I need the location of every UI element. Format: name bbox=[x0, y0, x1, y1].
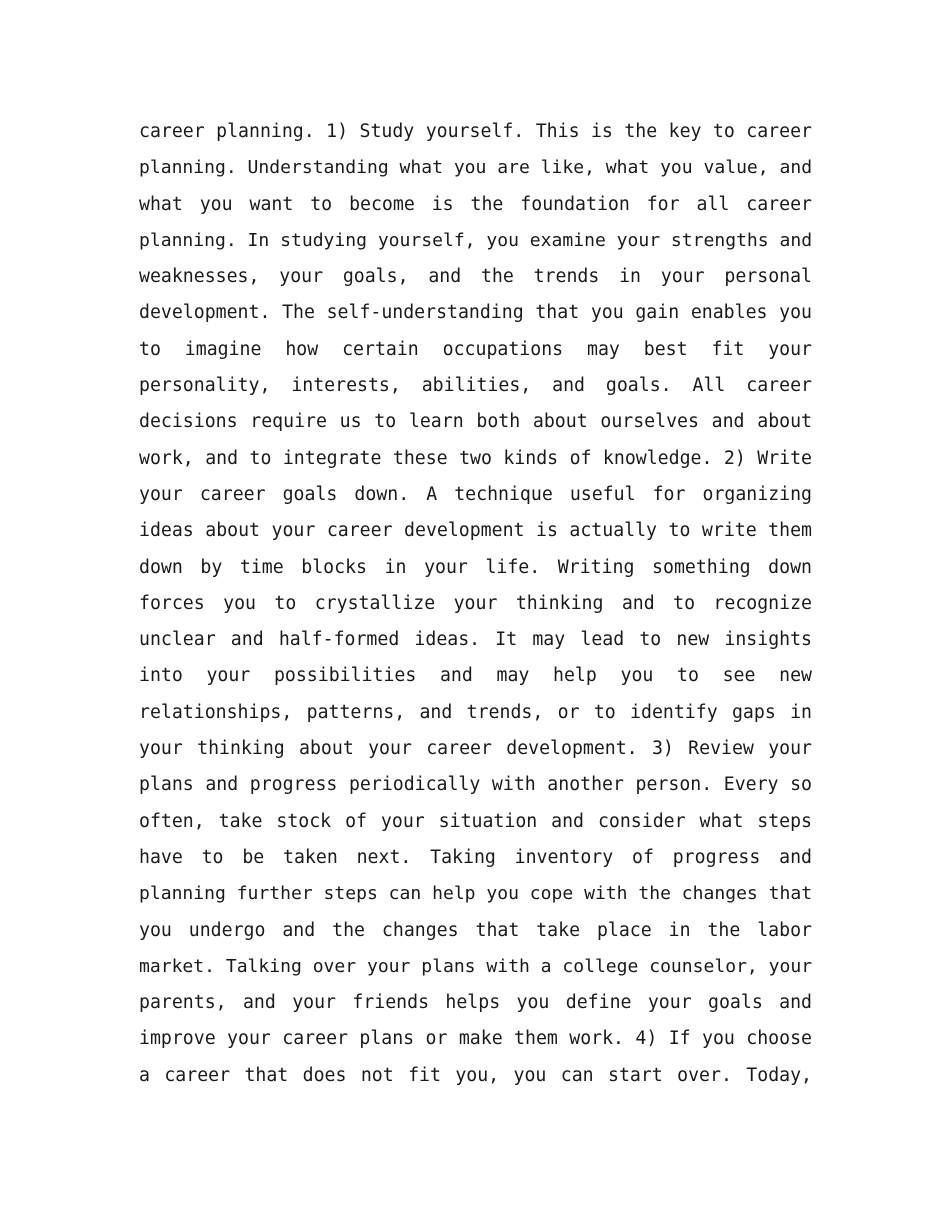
text-line: into your possibilities and may help you to see new bbox=[139, 665, 812, 687]
text-line: improve your career plans or make them work. 4) If you choose bbox=[139, 1028, 812, 1050]
body-text bbox=[139, 114, 812, 1094]
text-line: parents, and your friends helps you define your goals and bbox=[139, 992, 812, 1014]
text-line: planning. In studying yourself, you examine your strengths and bbox=[139, 229, 813, 251]
text-line: relationships, patterns, and trends, or to identify gaps in bbox=[139, 701, 812, 723]
text-line: development. The self-understanding that you gain enables you bbox=[139, 302, 812, 324]
text-line: unclear and half-formed ideas. It may lead to new insights bbox=[139, 629, 812, 651]
text-line: forces you to crystallize your thinking and to recognize bbox=[139, 592, 812, 614]
text-line: market. Talking over your plans with a college counselor, your bbox=[139, 955, 813, 977]
text-line: a career that does not fit you, you can start over. Today, bbox=[139, 1064, 812, 1086]
text-line: decisions require us to learn both about ourselves and about bbox=[139, 411, 812, 433]
text-line: personality, interests, abilities, and goals. All career bbox=[139, 375, 812, 397]
text-line: to imagine how certain occupations may best fit your bbox=[139, 338, 812, 360]
text-line: you undergo and the changes that take place in the labor bbox=[139, 919, 812, 941]
text-line: plans and progress periodically with another person. Every so bbox=[139, 774, 812, 796]
text-line: planning. Understanding what you are like, what you value, and bbox=[139, 157, 813, 179]
text-line: career planning. 1) Study yourself. This is the key to career bbox=[139, 121, 812, 142]
text-line: work, and to integrate these two kinds of knowledge. 2) Write bbox=[139, 447, 812, 469]
text-line: your career goals down. A technique useful for organizing bbox=[139, 483, 812, 505]
text-line: down by time blocks in your life. Writing something down bbox=[139, 556, 812, 578]
text-line: your thinking about your career development. 3) Review your bbox=[139, 738, 812, 760]
text-line: have to be taken next. Taking inventory of progress and bbox=[139, 846, 812, 868]
text-line: weaknesses, your goals, and the trends in your personal bbox=[139, 266, 812, 288]
text-line: planning further steps can help you cope with the changes that bbox=[139, 883, 813, 905]
text-line: what you want to become is the foundation for all career bbox=[139, 193, 812, 215]
text-line: ideas about your career development is actually to write them bbox=[139, 520, 812, 542]
text-line: often, take stock of your situation and consider what steps bbox=[139, 810, 812, 832]
